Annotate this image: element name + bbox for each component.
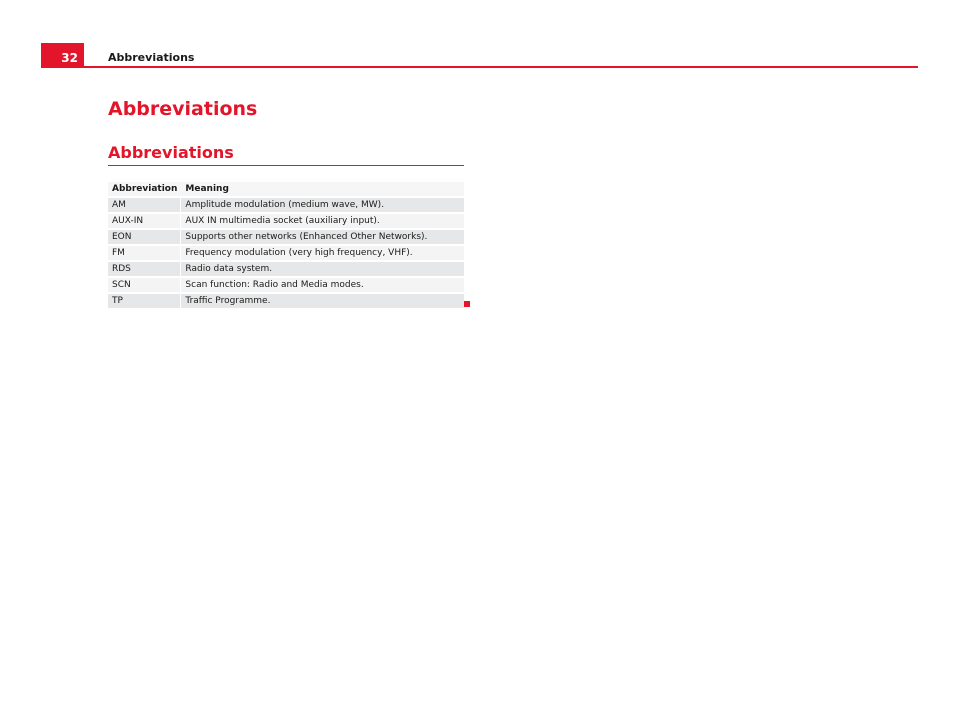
table-header-row [108, 182, 464, 196]
meaning-cell: Supports other networks (Enhanced Other Networks). [181, 230, 464, 244]
table-row [108, 198, 464, 212]
running-header-title: Abbreviations [108, 51, 195, 64]
abbreviation-cell: EON [108, 230, 181, 244]
abbreviation-cell: AUX-IN [108, 214, 181, 228]
abbreviations-table [108, 180, 464, 310]
meaning-cell: Traffic Programme. [181, 294, 464, 308]
table-row [108, 278, 464, 292]
table-row [108, 230, 464, 244]
meaning-cell: AUX IN multimedia socket (auxiliary input). [181, 214, 464, 228]
abbreviation-cell: SCN [108, 278, 181, 292]
abbreviation-cell: TP [108, 294, 181, 308]
column-header-abbreviation: Abbreviation [108, 182, 181, 196]
abbreviation-cell: FM [108, 246, 181, 260]
meaning-cell: Amplitude modulation (medium wave, MW). [181, 198, 464, 212]
chapter-title: Abbreviations [108, 98, 258, 120]
table-row [108, 246, 464, 260]
table-row [108, 294, 464, 308]
table-row [108, 214, 464, 228]
section-end-marker-icon [464, 301, 470, 307]
section-title: Abbreviations [108, 143, 234, 162]
section-rule [108, 165, 464, 166]
page-number: 32 [61, 51, 78, 65]
header-rule [84, 66, 918, 68]
page-number-tab [41, 43, 84, 68]
abbreviation-cell: AM [108, 198, 181, 212]
meaning-cell: Scan function: Radio and Media modes. [181, 278, 464, 292]
column-header-meaning: Meaning [181, 182, 464, 196]
meaning-cell: Radio data system. [181, 262, 464, 276]
table-row [108, 262, 464, 276]
meaning-cell: Frequency modulation (very high frequency, VHF). [181, 246, 464, 260]
abbreviation-cell: RDS [108, 262, 181, 276]
